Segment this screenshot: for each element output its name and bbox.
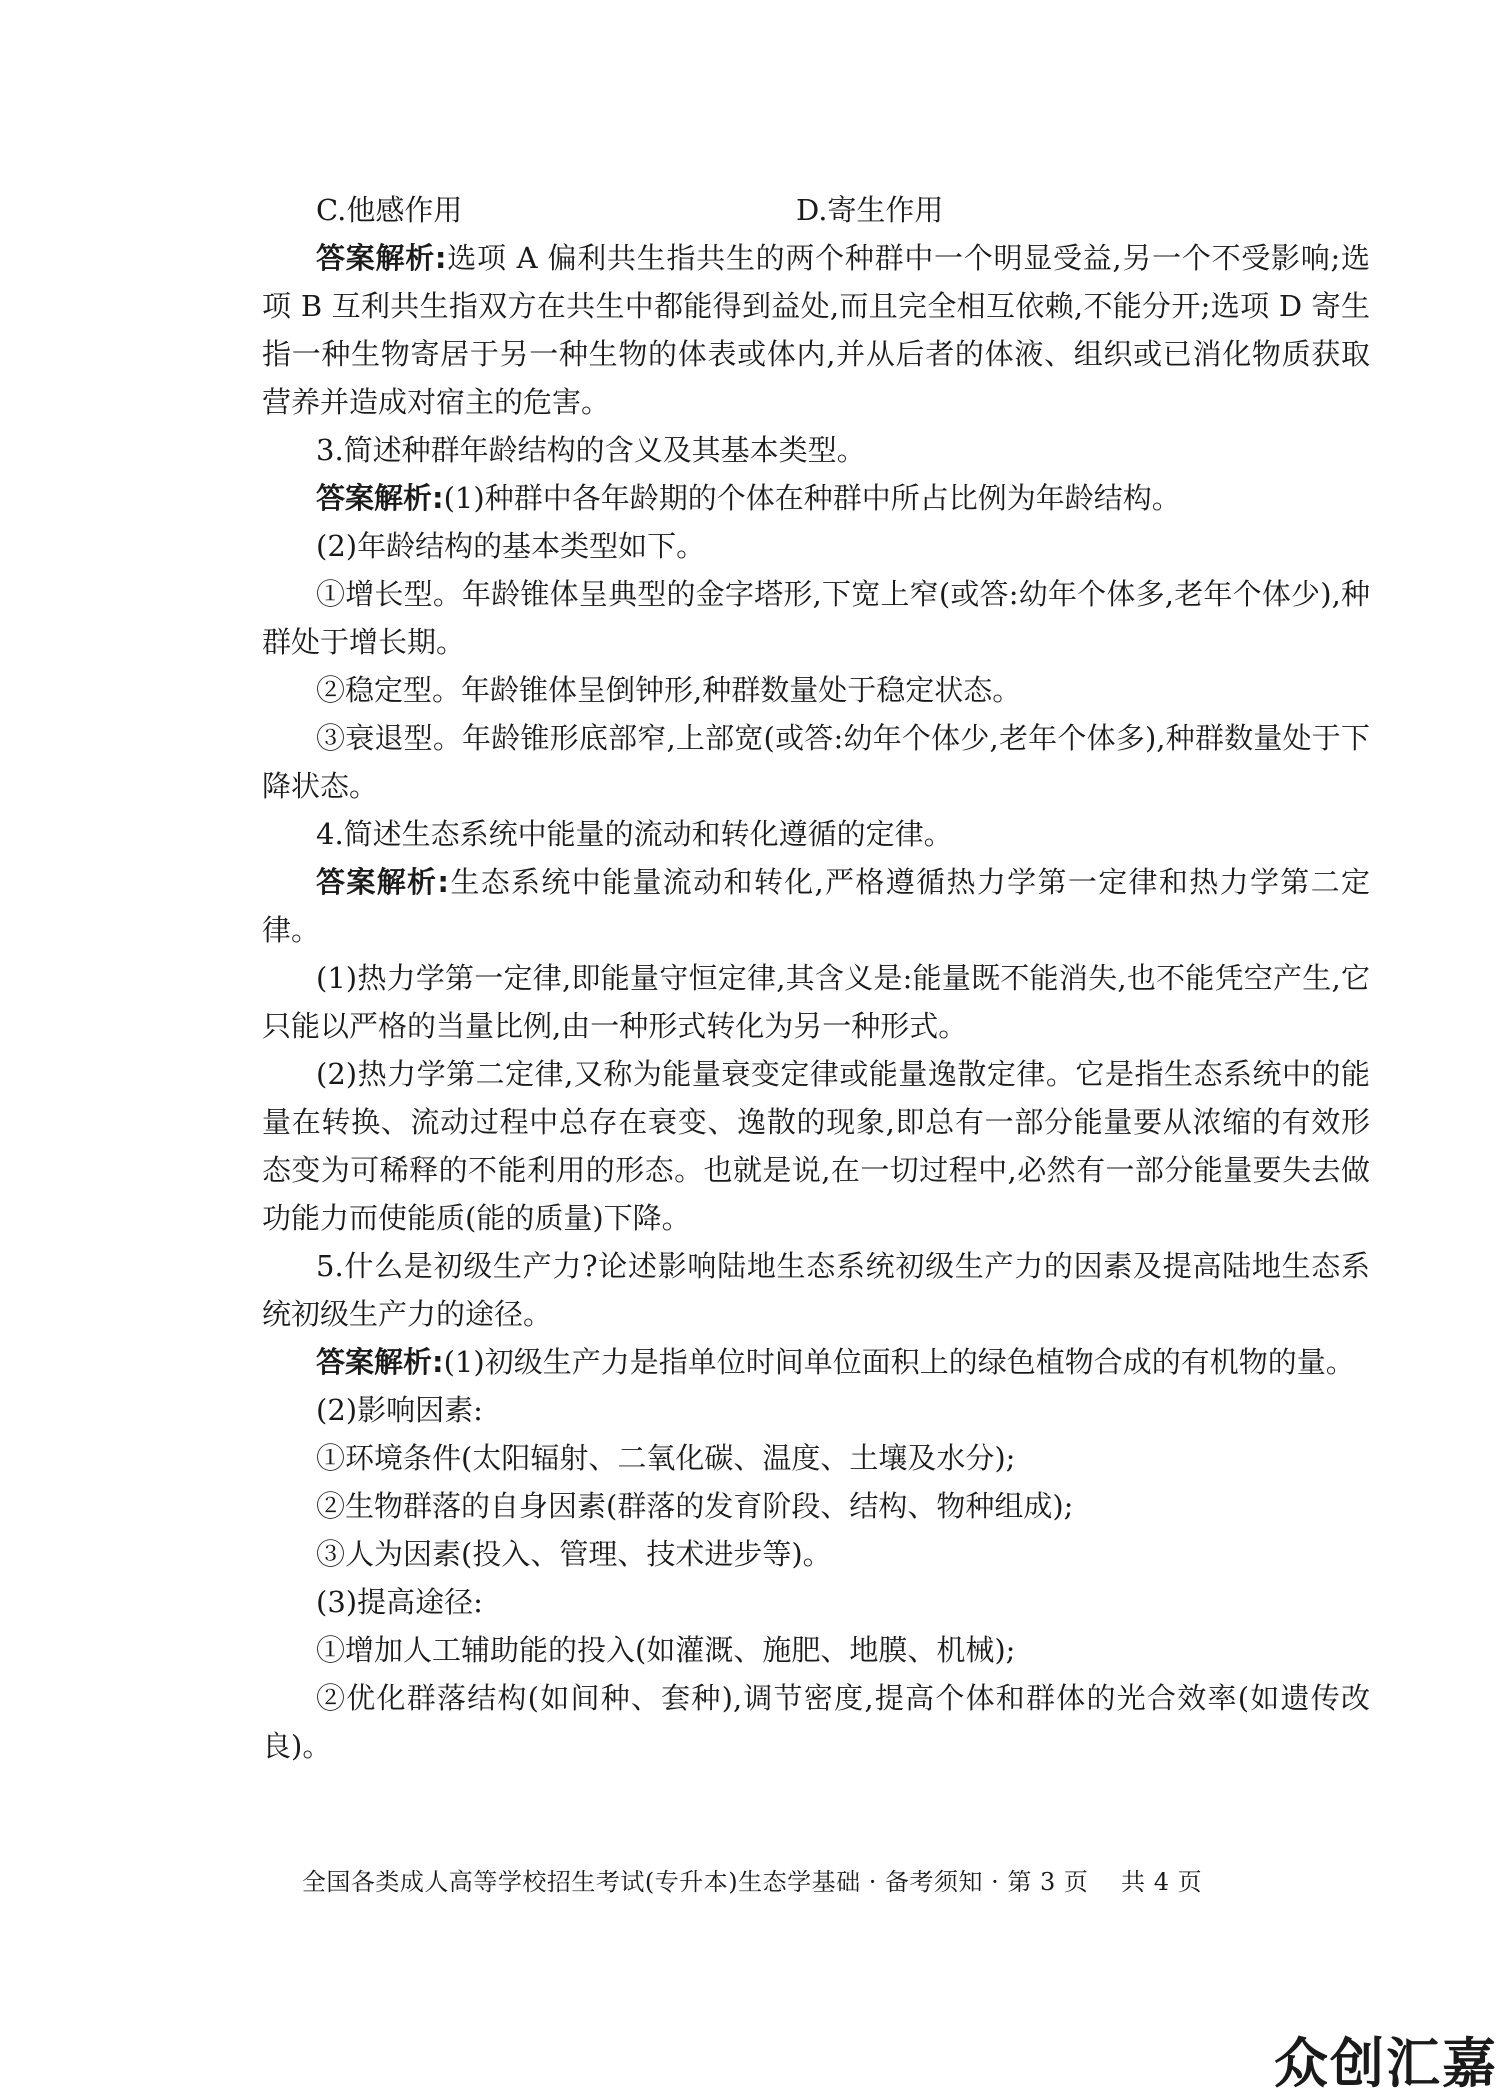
option-c: C.他感作用 — [316, 193, 463, 227]
q5-factor-community: ②生物群落的自身因素(群落的发育阶段、结构、物种组成); — [316, 1489, 1074, 1523]
q4-second-law: (2)热力学第二定律,又称为能量衰变定律或能量逸散定律。它是指生态系统中的能量在转换、流动过程中总存在衰变、逸散的现象,即总有一部分能量要从浓缩的有效形态变为可稀释的不能利用的形态。也就是说,在一切过程中,必然有一部分能量要失去做功能力而使能质(能的质量)下降。 — [262, 1057, 1370, 1235]
q5-way-structure: ②优化群落结构(如间种、套种),调节密度,提高个体和群体的光合效率(如遗传改良)。 — [262, 1681, 1370, 1763]
q3-answer-text: (1)种群中各年龄期的个体在种群中所占比例为年龄结构。 — [443, 481, 1181, 515]
q2-answer-text: 选项 A 偏利共生指共生的两个种群中一个明显受益,另一个不受影响;选项 B 互利共生指双方在共生中都能得到益处,而且完全相互依赖,不能分开;选项 D 寄生指一种生物寄居于另一种生物的体表或体内,并从后者的体液、组织或已消化物质获取营养并造成对宿主的危害。 — [262, 241, 1370, 419]
answer-label: 答案解析: — [316, 481, 444, 515]
q2-answer-paragraph — [262, 234, 1370, 426]
q4-first-law: (1)热力学第一定律,即能量守恒定律,其含义是:能量既不能消失,也不能凭空产生,它只能以严格的当量比例,由一种形式转化为另一种形式。 — [262, 961, 1370, 1043]
q5-answer-paragraph — [262, 1338, 1370, 1386]
q5-question: 5.什么是初级生产力?论述影响陆地生态系统初级生产力的因素及提高陆地生态系统初级生产力的途径。 — [262, 1249, 1370, 1331]
q3-type-decline: ③衰退型。年龄锥形底部窄,上部宽(或答:幼年个体少,老年个体多),种群数量处于下降状态。 — [262, 721, 1370, 803]
answer-label: 答案解析: — [316, 1345, 444, 1379]
answer-label: 答案解析: — [316, 865, 449, 899]
q5-ways-title: (3)提高途径: — [316, 1585, 483, 1619]
q3-type-stable: ②稳定型。年龄锥体呈倒钟形,种群数量处于稳定状态。 — [316, 673, 1022, 707]
q4-answer-text: 生态系统中能量流动和转化,严格遵循热力学第一定律和热力学第二定律。 — [262, 865, 1370, 947]
page-content — [262, 186, 1370, 1770]
q5-factor-human: ③人为因素(投入、管理、技术进步等)。 — [316, 1537, 832, 1571]
q3-type-growth: ①增长型。年龄锥体呈典型的金字塔形,下宽上窄(或答:幼年个体多,老年个体少),种群处于增长期。 — [262, 577, 1370, 659]
q5-factors-title: (2)影响因素: — [316, 1393, 483, 1427]
answer-options — [316, 186, 1370, 234]
q5-answer-text: (1)初级生产力是指单位时间单位面积上的绿色植物合成的有机物的量。 — [443, 1345, 1355, 1379]
answer-label: 答案解析: — [316, 241, 447, 275]
q4-question: 4.简述生态系统中能量的流动和转化遵循的定律。 — [316, 817, 953, 851]
page-footer: 全国各类成人高等学校招生考试(专升本)生态学基础 · 备考须知 · 第 3 页 共 4 页 — [301, 1868, 1203, 1896]
q3-answer-paragraph — [262, 474, 1370, 522]
watermark-logo: 众创汇嘉 — [1274, 2032, 1498, 2095]
q5-way-energy-input: ①增加人工辅助能的投入(如灌溉、施肥、地膜、机械); — [316, 1633, 1016, 1667]
q4-answer-paragraph — [262, 858, 1370, 954]
q5-factor-environment: ①环境条件(太阳辐射、二氧化碳、温度、土壤及水分); — [316, 1441, 1016, 1475]
q3-question: 3.简述种群年龄结构的含义及其基本类型。 — [316, 433, 866, 467]
q3-types-intro: (2)年龄结构的基本类型如下。 — [316, 529, 706, 563]
option-d: D.寄生作用 — [796, 193, 944, 227]
